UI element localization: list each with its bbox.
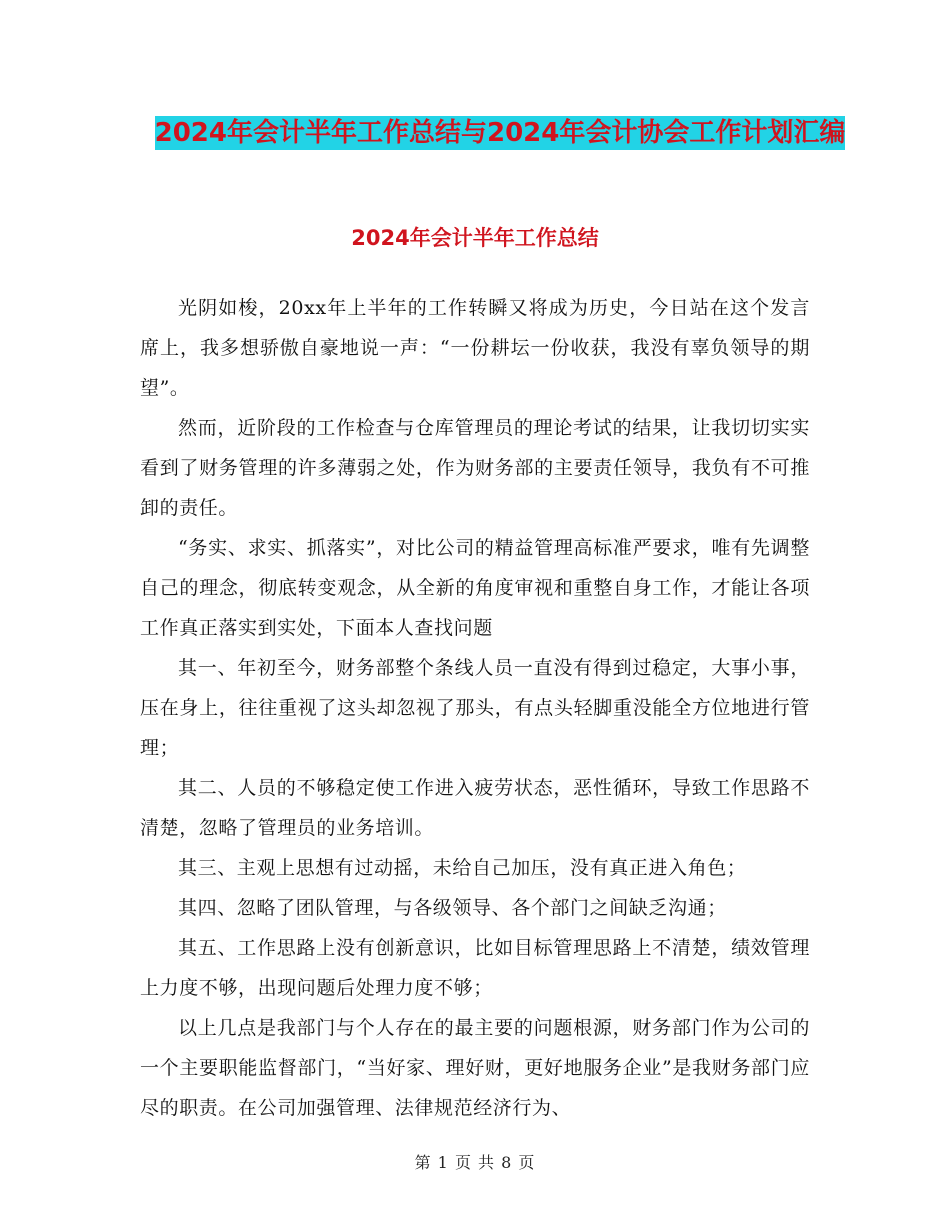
paragraph: 以上几点是我部门与个人存在的最主要的问题根源，财务部门作为公司的一个主要职能监督部门，“当好家、理好财，更好地服务企业”是我财务部门应尽的职责。在公司加强管理、法律规范经济行为、 [140,1017,810,1119]
paragraph: “务实、求实、抓落实”，对比公司的精益管理高标准严要求，唯有先调整自己的理念，彻底转变观念，从全新的角度审视和重整自身工作，才能让各项工作真正落实到实处，下面本人查找问题 [140,537,810,639]
paragraph: 光阴如梭，20xx年上半年的工作转瞬又将成为历史，今日站在这个发言席上，我多想骄傲自豪地说一声：“一份耕坛一份收获，我没有辜负领导的期望”。 [140,297,810,399]
title-highlight: 2024年会计半年工作总结与2024年会计协会工作计划汇编 [154,118,846,148]
page-footer: 第 1 页 共 8 页 [414,1153,536,1172]
paragraph: 其二、人员的不够稳定使工作进入疲劳状态，恶性循环，导致工作思路不清楚，忽略了管理员的业务培训。 [140,777,810,839]
paragraph: 其四、忽略了团队管理，与各级领导、各个部门之间缺乏沟通； [178,897,727,919]
paragraph: 其三、主观上思想有过动摇，未给自己加压，没有真正进入角色； [178,857,747,879]
paragraph: 其五、工作思路上没有创新意识，比如目标管理思路上不清楚，绩效管理上力度不够，出现问题后处理力度不够； [140,937,810,999]
document-title [120,108,880,158]
section-title: 2024年会计半年工作总结 [351,226,599,250]
paragraph: 然而，近阶段的工作检查与仓库管理员的理论考试的结果，让我切切实实看到了财务管理的许多薄弱之处，作为财务部的主要责任领导，我负有不可推卸的责任。 [140,417,810,519]
document-body [140,288,810,1128]
paragraph: 其一、年初至今，财务部整个条线人员一直没有得到过稳定，大事小事，压在身上，往往重视了这头却忽视了那头，有点头轻脚重没能全方位地进行管理； [140,657,810,759]
